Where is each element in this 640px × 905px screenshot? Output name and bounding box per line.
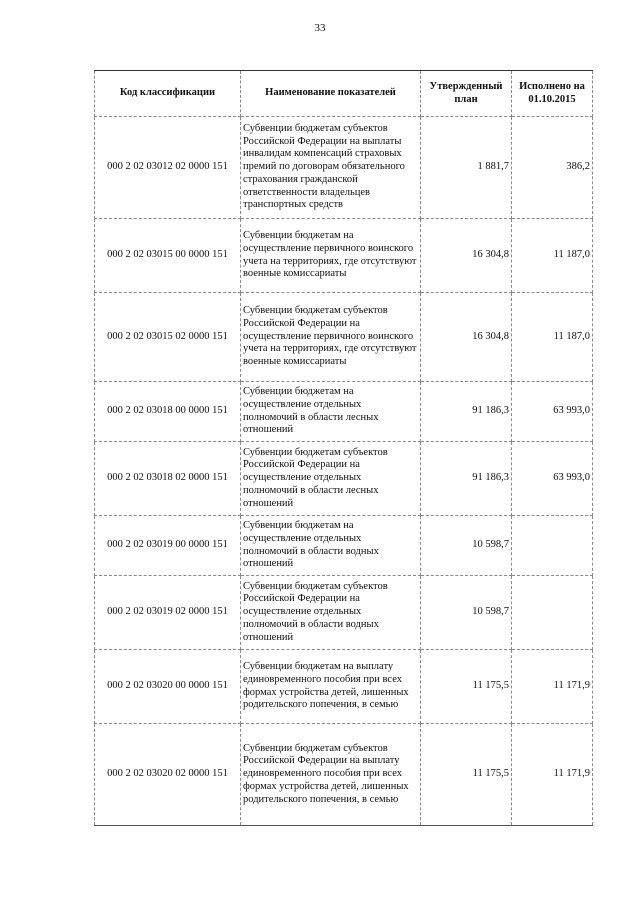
cell-done <box>512 576 593 650</box>
table-row <box>95 576 593 650</box>
budget-table <box>94 70 593 826</box>
cell-done: 11 171,9 <box>512 724 593 826</box>
cell-done: 11 187,0 <box>512 293 593 382</box>
cell-name: Субвенции бюджетам субъектов Российской Федерации на осуществление первичного воинского учета на территориях, где отсутствуют военные комиссариаты <box>241 293 421 382</box>
cell-plan: 91 186,3 <box>421 442 512 516</box>
cell-code: 000 2 02 03012 02 0000 151 <box>95 117 241 219</box>
cell-code: 000 2 02 03015 02 0000 151 <box>95 293 241 382</box>
table-row <box>95 219 593 293</box>
cell-code: 000 2 02 03018 00 0000 151 <box>95 382 241 442</box>
cell-code: 000 2 02 03015 00 0000 151 <box>95 219 241 293</box>
cell-done: 386,2 <box>512 117 593 219</box>
cell-done <box>512 516 593 576</box>
table-row <box>95 382 593 442</box>
table-row <box>95 117 593 219</box>
cell-plan: 1 881,7 <box>421 117 512 219</box>
cell-plan: 91 186,3 <box>421 382 512 442</box>
cell-name: Субвенции бюджетам на выплату единовременного пособия при всех формах устройства детей, лишенных родительского попечения, в семью <box>241 650 421 724</box>
header-done: Исполнено на 01.10.2015 <box>512 71 593 117</box>
cell-code: 000 2 02 03018 02 0000 151 <box>95 442 241 516</box>
cell-done: 11 187,0 <box>512 219 593 293</box>
cell-plan: 10 598,7 <box>421 576 512 650</box>
cell-name: Субвенции бюджетам на осуществление отдельных полномочий в области лесных отношений <box>241 382 421 442</box>
cell-done: 11 171,9 <box>512 650 593 724</box>
cell-done: 63 993,0 <box>512 382 593 442</box>
table-row <box>95 516 593 576</box>
cell-name: Субвенции бюджетам субъектов Российской Федерации на осуществление отдельных полномочий в области водных отношений <box>241 576 421 650</box>
table-header-row <box>95 71 593 117</box>
table-row <box>95 442 593 516</box>
page-number: 33 <box>314 22 326 34</box>
cell-code: 000 2 02 03019 00 0000 151 <box>95 516 241 576</box>
cell-plan: 11 175,5 <box>421 650 512 724</box>
cell-name: Субвенции бюджетам субъектов Российской Федерации на осуществление отдельных полномочий в области лесных отношений <box>241 442 421 516</box>
cell-name: Субвенции бюджетам на осуществление первичного воинского учета на территориях, где отсутствуют военные комиссариаты <box>241 219 421 293</box>
cell-done: 63 993,0 <box>512 442 593 516</box>
cell-name: Субвенции бюджетам на осуществление отдельных полномочий в области водных отношений <box>241 516 421 576</box>
cell-code: 000 2 02 03020 02 0000 151 <box>95 724 241 826</box>
cell-plan: 11 175,5 <box>421 724 512 826</box>
cell-code: 000 2 02 03019 02 0000 151 <box>95 576 241 650</box>
cell-plan: 10 598,7 <box>421 516 512 576</box>
table-row <box>95 724 593 826</box>
table-row <box>95 650 593 724</box>
cell-name: Субвенции бюджетам субъектов Российской Федерации на выплату единовременного пособия при всех формах устройства детей, лишенных родительского попечения, в семью <box>241 724 421 826</box>
header-plan: Утвержденный план <box>421 71 512 117</box>
cell-name: Субвенции бюджетам субъектов Российской Федерации на выплаты инвалидам компенсаций страховых премий по договорам обязательного страхования гражданской ответственности владельцев транспортных средств <box>241 117 421 219</box>
header-name: Наименование показателей <box>241 71 421 117</box>
cell-code: 000 2 02 03020 00 0000 151 <box>95 650 241 724</box>
header-code: Код классификации <box>95 71 241 117</box>
table-row <box>95 293 593 382</box>
cell-plan: 16 304,8 <box>421 293 512 382</box>
cell-plan: 16 304,8 <box>421 219 512 293</box>
